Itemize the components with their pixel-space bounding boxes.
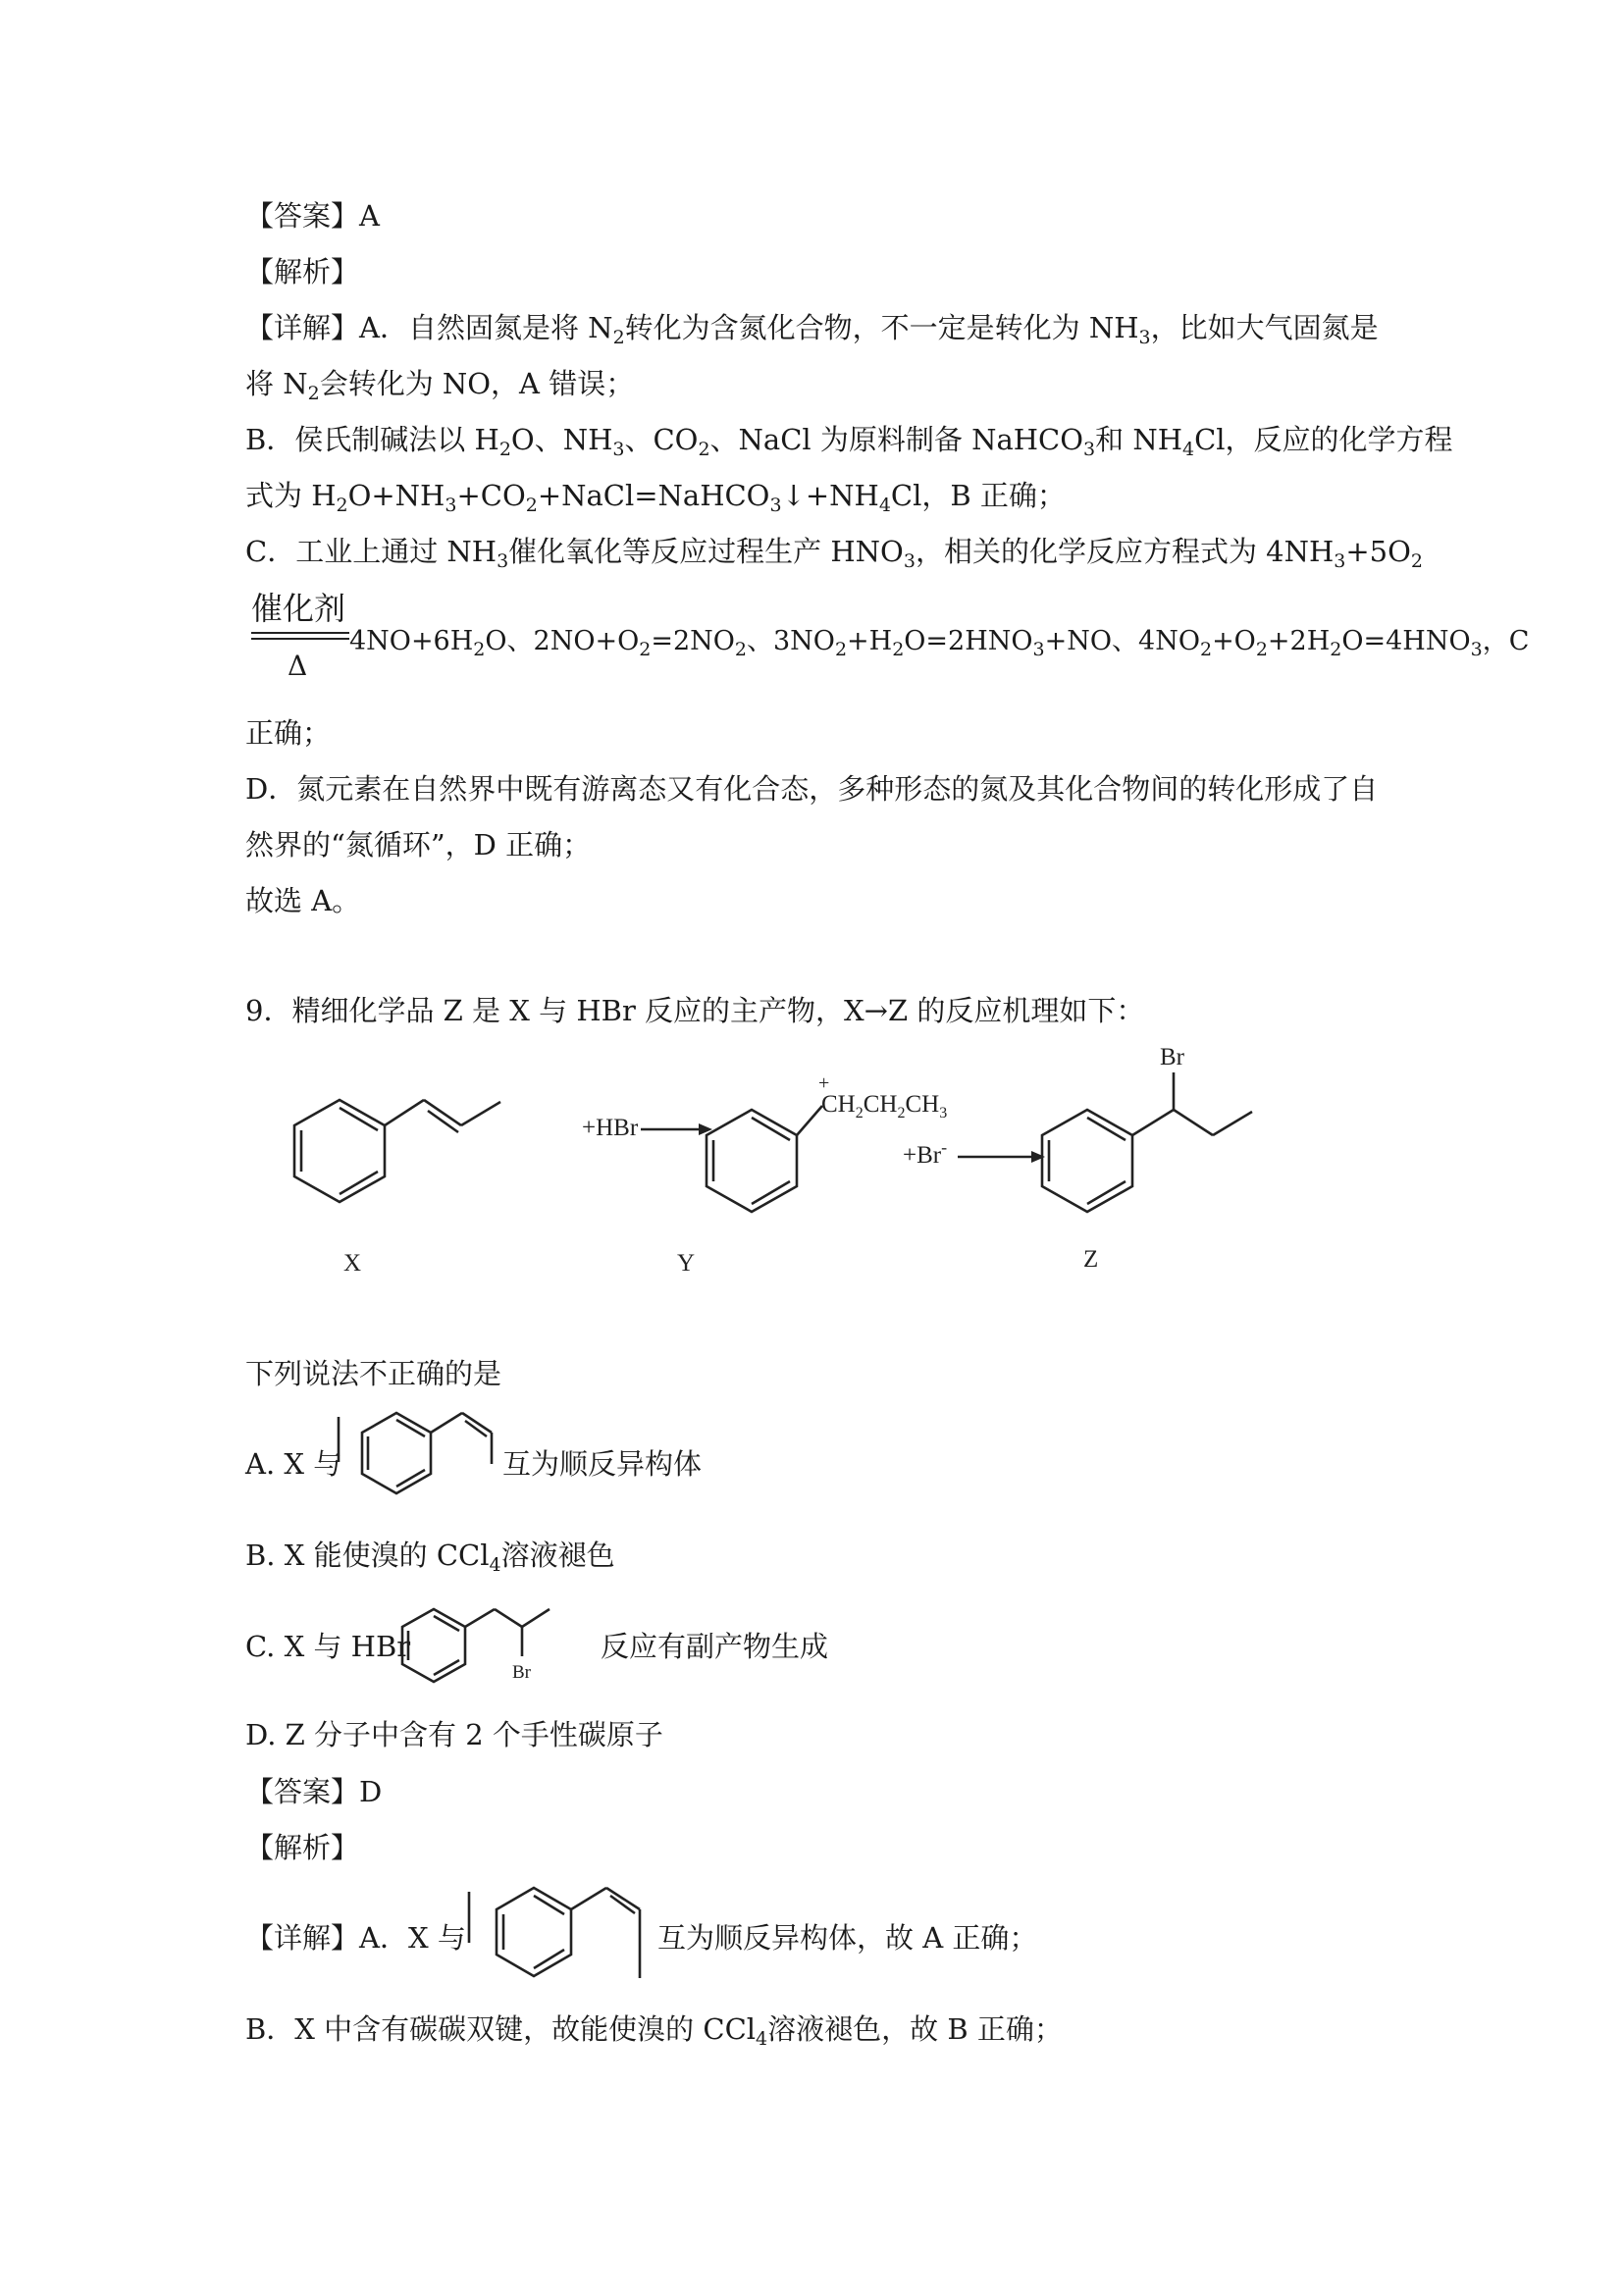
molecule-y bbox=[707, 1106, 822, 1212]
answer-tag: 【答案】 bbox=[245, 1775, 360, 1808]
q8-detail-B-line2 bbox=[245, 476, 1066, 515]
text: +5O bbox=[1345, 535, 1411, 568]
subscript: 2 bbox=[834, 639, 848, 660]
q9-option-d: D. Z 分子中含有 2 个手性碳原子 bbox=[245, 1718, 663, 1751]
subscript: 2 bbox=[734, 639, 747, 660]
q9-detail-a-pre bbox=[245, 1918, 466, 1957]
text: O、NH bbox=[510, 423, 613, 456]
q8-answer-line bbox=[245, 196, 380, 235]
text: =2NO bbox=[651, 626, 735, 656]
subscript: 2 bbox=[698, 439, 710, 460]
text: ，比如大气固氮是 bbox=[1150, 311, 1379, 344]
q9-option-c-post: 反应有副产物生成 bbox=[601, 1630, 829, 1663]
subscript: 2 bbox=[612, 327, 625, 348]
text: O+NH bbox=[347, 479, 445, 512]
heat-delta-label: Δ bbox=[288, 650, 308, 682]
text: 、3NO bbox=[746, 626, 835, 656]
reagent-br bbox=[903, 1137, 947, 1169]
text: O、2NO+O bbox=[485, 626, 640, 656]
subscript: 4 bbox=[1182, 439, 1195, 460]
q8-detail-C-line3: 正确； bbox=[245, 716, 332, 750]
q9-stem: 9．精细化学品 Z 是 X 与 HBr 反应的主产物，X→Z 的反应机理如下： bbox=[245, 994, 1145, 1027]
side-product-structure bbox=[393, 1588, 603, 1705]
subscript: 2 bbox=[1255, 639, 1268, 660]
subscript: 3 bbox=[903, 550, 916, 572]
y-chain bbox=[821, 1091, 947, 1122]
text: B．侯氏制碱法以 H bbox=[245, 423, 499, 456]
catalyst-label: 催化剂 bbox=[251, 590, 346, 627]
subscript: 3 bbox=[445, 495, 457, 516]
q8-detail-C-line1 bbox=[245, 532, 1423, 571]
text: +CO bbox=[456, 479, 526, 512]
subscript: 3 bbox=[1032, 639, 1045, 660]
text: A．自然固氮是将 N bbox=[359, 311, 613, 344]
q9-option-c-pre: C. X 与 HBr bbox=[245, 1630, 411, 1663]
subscript: 2 bbox=[1199, 639, 1213, 660]
reaction-scheme bbox=[236, 1035, 1354, 1290]
detail-tag: 【详解】 bbox=[245, 311, 360, 344]
subscript: 3 bbox=[1334, 550, 1346, 572]
cation-charge: + bbox=[818, 1072, 830, 1094]
subscript: 3 bbox=[1470, 639, 1483, 660]
text: +Br bbox=[903, 1142, 942, 1169]
text: ，相关的化学反应方程式为 4NH bbox=[915, 535, 1335, 568]
text: 将 N bbox=[245, 367, 308, 400]
molecule-x bbox=[294, 1100, 500, 1202]
answer-value: A bbox=[359, 199, 380, 233]
arrow-2 bbox=[958, 1151, 1045, 1163]
text: B．X 中含有碳碳双键，故能使溴的 CCl bbox=[245, 2012, 757, 2046]
text: 式为 H bbox=[245, 479, 337, 512]
equals-line-top bbox=[251, 632, 349, 634]
answer-value: D bbox=[359, 1775, 383, 1808]
text: 溶液褪色 bbox=[500, 1539, 615, 1572]
subscript: 2 bbox=[639, 639, 652, 660]
subscript: 3 bbox=[1138, 327, 1151, 348]
text: B. X 能使溴的 CCl bbox=[245, 1539, 490, 1572]
subscript: 4 bbox=[489, 1554, 501, 1576]
q8-detail-A-line2 bbox=[245, 364, 634, 403]
text: 和 NH bbox=[1095, 423, 1182, 456]
subscript: 2 bbox=[855, 1105, 864, 1122]
cis-isomer-structure-2 bbox=[467, 1874, 663, 1997]
subscript: 2 bbox=[498, 439, 511, 460]
text: CH bbox=[863, 1091, 898, 1118]
subscript: 3 bbox=[612, 439, 625, 460]
subscript: 4 bbox=[756, 2028, 768, 2050]
text: ↓+NH bbox=[781, 479, 879, 512]
subscript: 4 bbox=[878, 495, 891, 516]
label-y: Y bbox=[677, 1250, 696, 1277]
subscript: 2 bbox=[307, 383, 320, 404]
q8-detail-B-line1 bbox=[245, 420, 1453, 459]
subscript: 2 bbox=[525, 495, 538, 516]
q8-detail-D-line2: 然界的“氮循环”，D 正确； bbox=[245, 828, 592, 861]
q9-detail-a-post: 互为顺反异构体，故 A 正确； bbox=[657, 1921, 1038, 1955]
q9-option-b bbox=[245, 1536, 615, 1575]
text: Cl，反应的化学方程 bbox=[1194, 423, 1453, 456]
subscript: 2 bbox=[897, 1105, 906, 1122]
text: 溶液褪色，故 B 正确； bbox=[767, 2012, 1063, 2046]
text: +NO、4NO bbox=[1044, 626, 1200, 656]
br-label: Br bbox=[512, 1662, 531, 1683]
detail-tag: 【详解】 bbox=[245, 1921, 360, 1955]
q9-answer-line bbox=[245, 1772, 382, 1811]
text: 、CO bbox=[624, 423, 699, 456]
subscript: 2 bbox=[473, 639, 486, 660]
text: +2H bbox=[1267, 626, 1331, 656]
subscript: 3 bbox=[939, 1105, 948, 1122]
subscript: 3 bbox=[1083, 439, 1096, 460]
text: CH bbox=[821, 1091, 856, 1118]
answer-tag: 【答案】 bbox=[245, 199, 360, 233]
q8-detail-D-line1: D．氮元素在自然界中既有游离态又有化合态，多种形态的氮及其化合物间的转化形成了自 bbox=[245, 772, 1379, 806]
subscript: 2 bbox=[1410, 550, 1423, 572]
text: ，C bbox=[1482, 626, 1530, 656]
text: A．X 与 bbox=[359, 1921, 466, 1955]
cis-isomer-structure bbox=[337, 1403, 508, 1513]
text: +NaCl=NaHCO bbox=[537, 479, 770, 512]
label-z: Z bbox=[1083, 1246, 1099, 1273]
text: C．工业上通过 NH bbox=[245, 535, 497, 568]
subscript: 2 bbox=[336, 495, 348, 516]
equals-line-bottom bbox=[251, 638, 349, 640]
q9-detail-b bbox=[245, 2009, 1063, 2049]
text: 4NO+6H bbox=[349, 626, 474, 656]
text: O=4HNO bbox=[1341, 626, 1471, 656]
label-x: X bbox=[343, 1250, 362, 1277]
text: Cl，B 正确； bbox=[890, 479, 1066, 512]
q9-question: 下列说法不正确的是 bbox=[245, 1357, 502, 1390]
text: 会转化为 NO，A 错误； bbox=[319, 367, 635, 400]
text: 转化为含氮化合物，不一定是转化为 NH bbox=[624, 311, 1139, 344]
subscript: 2 bbox=[1330, 639, 1342, 660]
text: 、NaCl 为原料制备 NaHCO bbox=[709, 423, 1084, 456]
text: CH bbox=[905, 1091, 940, 1118]
text: O=2HNO bbox=[904, 626, 1033, 656]
q9-option-a-pre: A. X 与 bbox=[245, 1447, 342, 1481]
q8-detail-A-line1 bbox=[245, 308, 1379, 347]
text: 催化氧化等反应过程生产 HNO bbox=[508, 535, 904, 568]
q8-conclusion: 故选 A。 bbox=[245, 884, 361, 917]
q8-detail-C-line2 bbox=[349, 622, 1529, 661]
arrow-1 bbox=[641, 1123, 712, 1135]
q8-analysis-tag: 【解析】 bbox=[245, 255, 360, 288]
molecule-z bbox=[1042, 1072, 1252, 1212]
text: +O bbox=[1212, 626, 1256, 656]
reagent-hbr: +HBr bbox=[582, 1115, 639, 1141]
br-label: Br bbox=[1160, 1044, 1184, 1070]
subscript: 3 bbox=[497, 550, 509, 572]
subscript: 3 bbox=[769, 495, 782, 516]
text: +H bbox=[847, 626, 893, 656]
charge: - bbox=[941, 1137, 948, 1157]
subscript: 2 bbox=[892, 639, 905, 660]
q9-option-a-post: 互为顺反异构体 bbox=[502, 1447, 703, 1481]
q9-analysis-tag: 【解析】 bbox=[245, 1831, 360, 1864]
